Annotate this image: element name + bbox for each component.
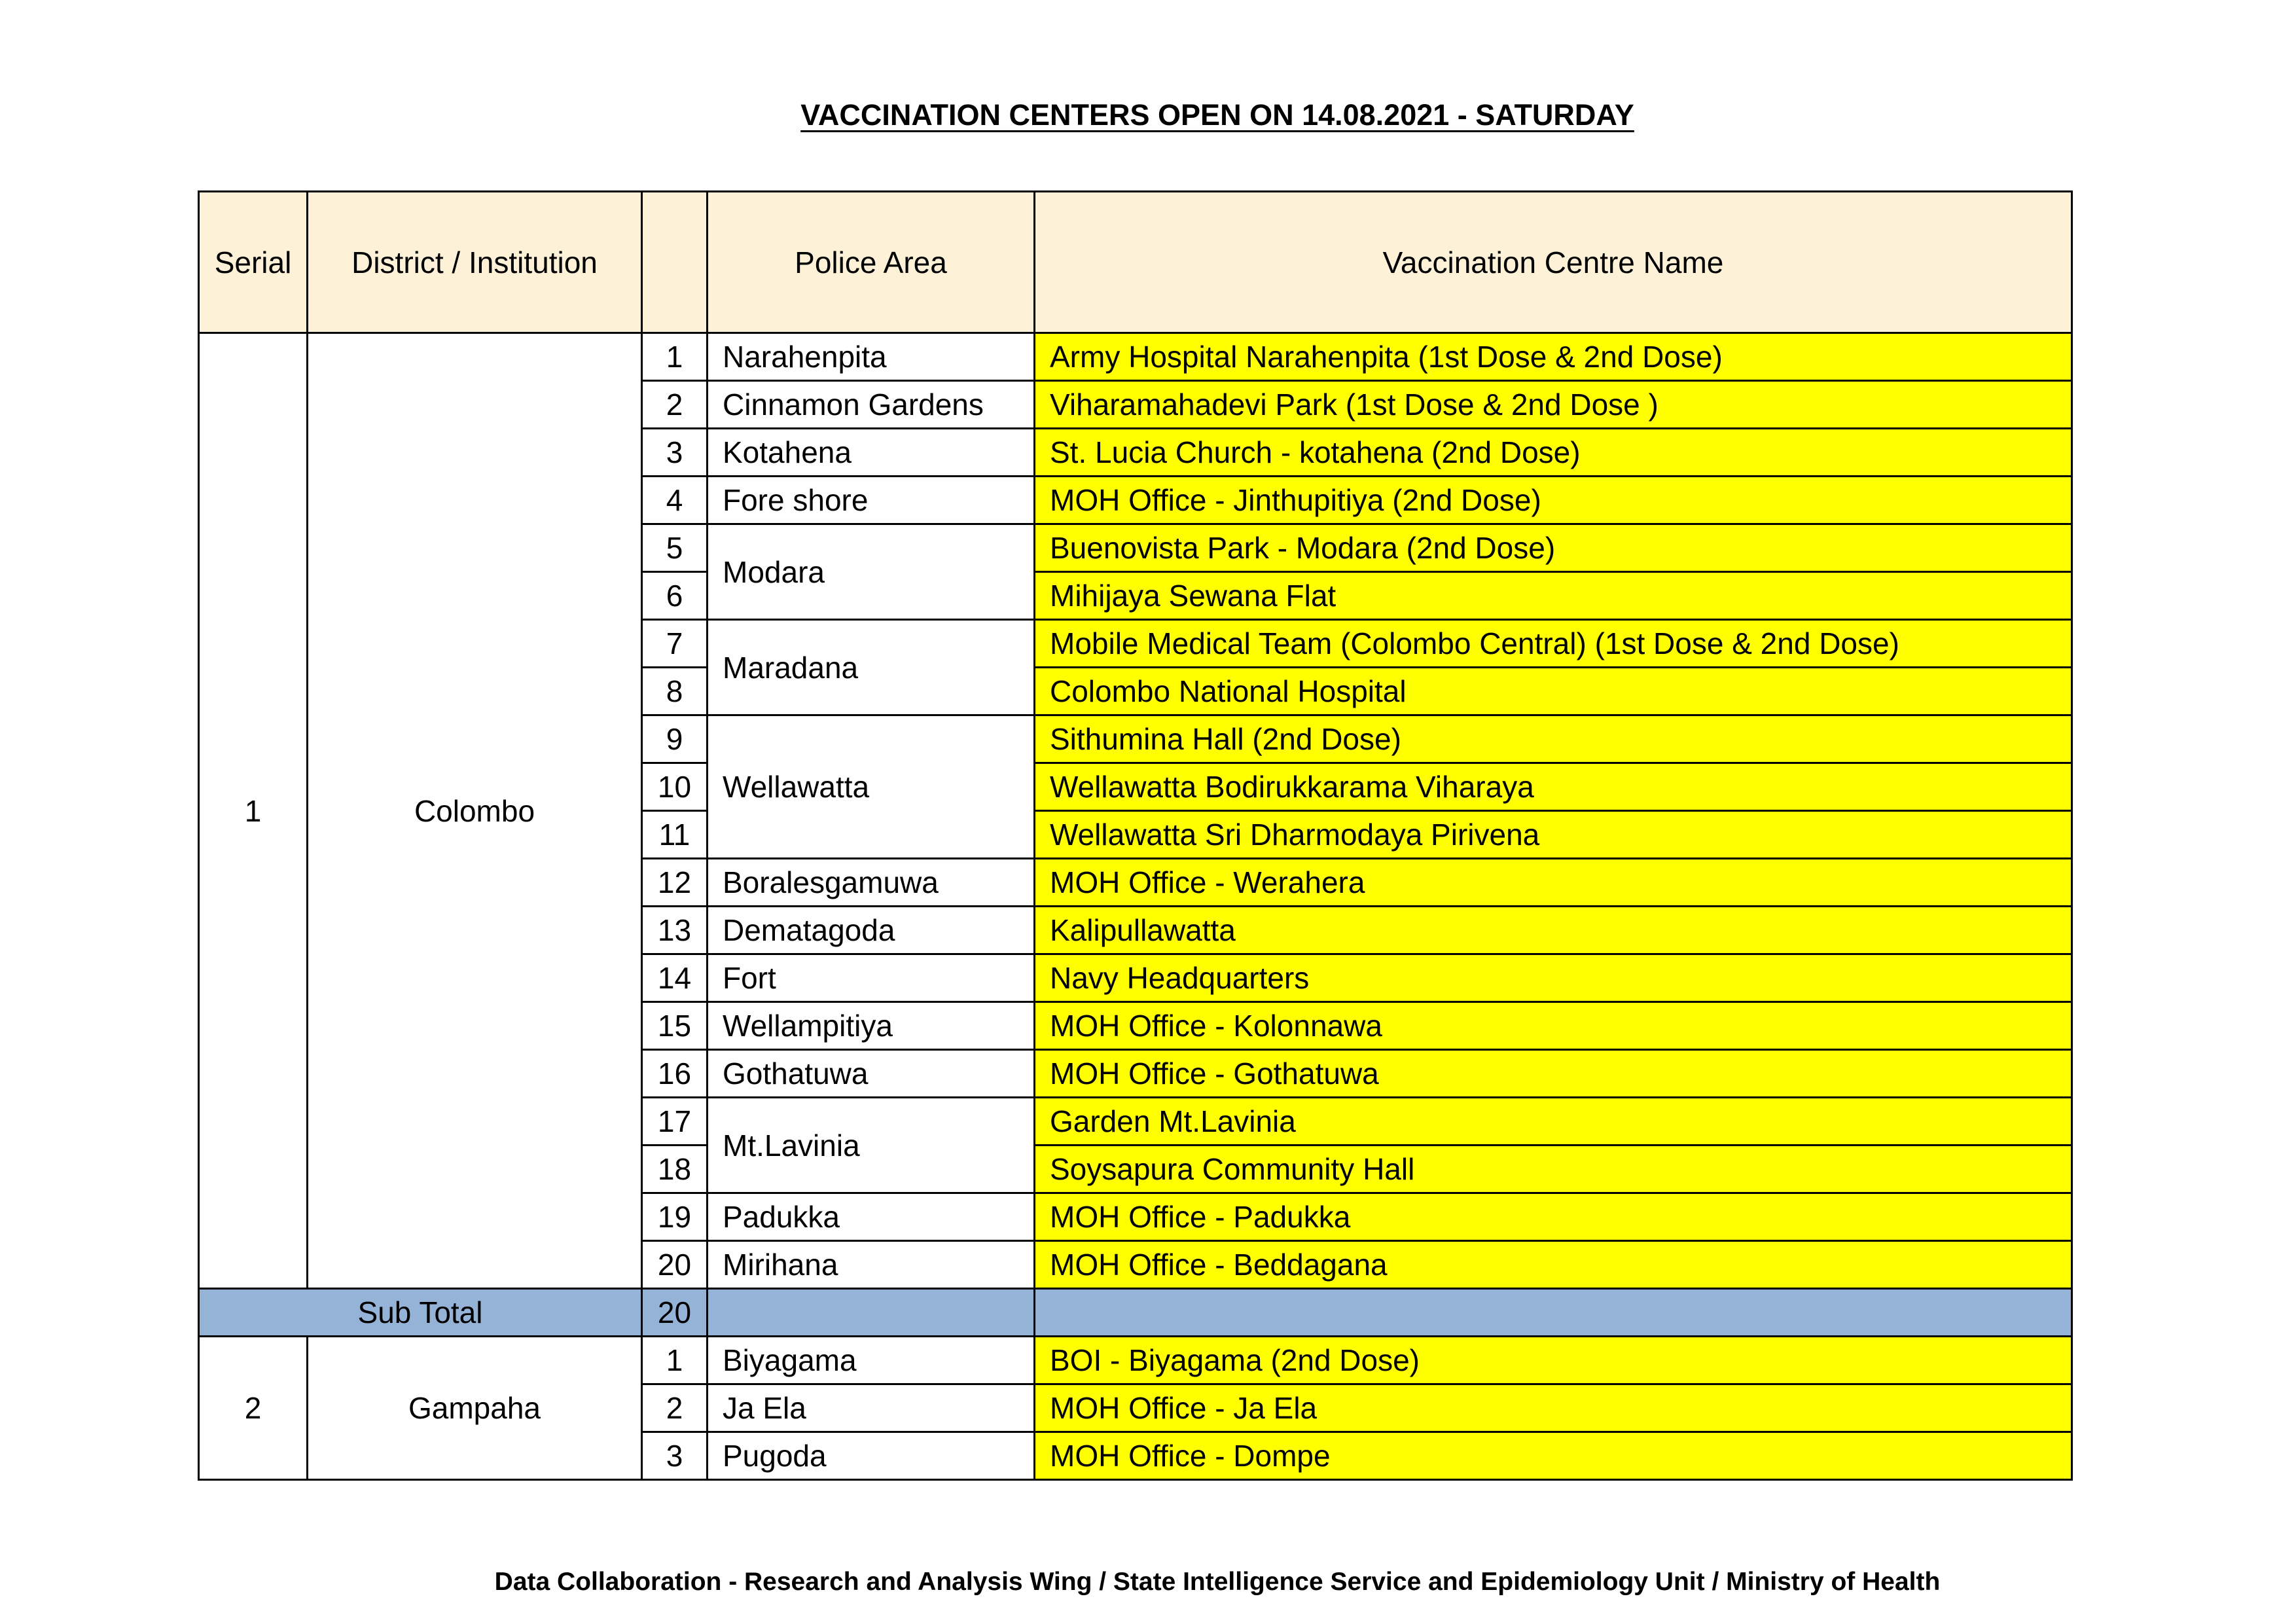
centre-name: MOH Office - Werahera bbox=[1035, 859, 2072, 907]
row-number: 4 bbox=[642, 477, 708, 524]
row-number: 7 bbox=[642, 620, 708, 668]
subtotal-label: Sub Total bbox=[199, 1289, 642, 1337]
row-number: 3 bbox=[642, 1432, 708, 1480]
district-serial: 2 bbox=[199, 1337, 308, 1480]
page-title: VACCINATION CENTERS OPEN ON 14.08.2021 - SATURDAY bbox=[800, 98, 1634, 132]
footer-note: Data Collaboration - Research and Analysis Wing / State Intelligence Service and Epidemiology Unit / Ministry of Health bbox=[494, 1568, 1941, 1596]
police-area: Gothatuwa bbox=[708, 1050, 1035, 1098]
row-number: 9 bbox=[642, 715, 708, 763]
row-number: 6 bbox=[642, 572, 708, 620]
header-number bbox=[642, 192, 708, 333]
row-number: 15 bbox=[642, 1002, 708, 1050]
police-area: Pugoda bbox=[708, 1432, 1035, 1480]
row-number: 11 bbox=[642, 811, 708, 859]
police-area: Wellawatta bbox=[708, 715, 1035, 859]
row-number: 1 bbox=[642, 1337, 708, 1384]
centre-name: Wellawatta Sri Dharmodaya Pirivena bbox=[1035, 811, 2072, 859]
centre-name: MOH Office - Gothatuwa bbox=[1035, 1050, 2072, 1098]
row-number: 8 bbox=[642, 668, 708, 715]
centre-name: Army Hospital Narahenpita (1st Dose & 2nd Dose) bbox=[1035, 333, 2072, 381]
row-number: 2 bbox=[642, 381, 708, 429]
centre-name: Kalipullawatta bbox=[1035, 907, 2072, 954]
row-number: 2 bbox=[642, 1384, 708, 1432]
centre-name: MOH Office - Ja Ela bbox=[1035, 1384, 2072, 1432]
header-serial: Serial bbox=[199, 192, 308, 333]
centre-name: Garden Mt.Lavinia bbox=[1035, 1098, 2072, 1146]
table-row bbox=[199, 1337, 2072, 1384]
district-name: Gampaha bbox=[308, 1337, 642, 1480]
subtotal-empty-police bbox=[708, 1289, 1035, 1337]
subtotal-value: 20 bbox=[642, 1289, 708, 1337]
header-centre-name: Vaccination Centre Name bbox=[1035, 192, 2072, 333]
vaccination-centres-table bbox=[198, 190, 2073, 1481]
subtotal-row bbox=[199, 1289, 2072, 1337]
row-number: 19 bbox=[642, 1193, 708, 1241]
police-area: Fort bbox=[708, 954, 1035, 1002]
centre-name: MOH Office - Kolonnawa bbox=[1035, 1002, 2072, 1050]
police-area: Mirihana bbox=[708, 1241, 1035, 1289]
district-name: Colombo bbox=[308, 333, 642, 1289]
centre-name: MOH Office - Padukka bbox=[1035, 1193, 2072, 1241]
subtotal-empty-centre bbox=[1035, 1289, 2072, 1337]
row-number: 12 bbox=[642, 859, 708, 907]
police-area: Boralesgamuwa bbox=[708, 859, 1035, 907]
header-district: District / Institution bbox=[308, 192, 642, 333]
centre-name: Soysapura Community Hall bbox=[1035, 1146, 2072, 1193]
centre-name: Mobile Medical Team (Colombo Central) (1st Dose & 2nd Dose) bbox=[1035, 620, 2072, 668]
centre-name: MOH Office - Jinthupitiya (2nd Dose) bbox=[1035, 477, 2072, 524]
police-area: Wellampitiya bbox=[708, 1002, 1035, 1050]
police-area: Mt.Lavinia bbox=[708, 1098, 1035, 1193]
centre-name: Sithumina Hall (2nd Dose) bbox=[1035, 715, 2072, 763]
centre-name: Buenovista Park - Modara (2nd Dose) bbox=[1035, 524, 2072, 572]
police-area: Fore shore bbox=[708, 477, 1035, 524]
row-number: 17 bbox=[642, 1098, 708, 1146]
police-area: Biyagama bbox=[708, 1337, 1035, 1384]
police-area: Dematagoda bbox=[708, 907, 1035, 954]
district-serial: 1 bbox=[199, 333, 308, 1289]
police-area: Ja Ela bbox=[708, 1384, 1035, 1432]
centre-name: MOH Office - Dompe bbox=[1035, 1432, 2072, 1480]
header-police-area: Police Area bbox=[708, 192, 1035, 333]
centre-name: Mihijaya Sewana Flat bbox=[1035, 572, 2072, 620]
row-number: 20 bbox=[642, 1241, 708, 1289]
police-area: Padukka bbox=[708, 1193, 1035, 1241]
row-number: 18 bbox=[642, 1146, 708, 1193]
centre-name: BOI - Biyagama (2nd Dose) bbox=[1035, 1337, 2072, 1384]
police-area: Kotahena bbox=[708, 429, 1035, 477]
police-area: Modara bbox=[708, 524, 1035, 620]
row-number: 10 bbox=[642, 763, 708, 811]
row-number: 3 bbox=[642, 429, 708, 477]
police-area: Cinnamon Gardens bbox=[708, 381, 1035, 429]
centre-name: Viharamahadevi Park (1st Dose & 2nd Dose ) bbox=[1035, 381, 2072, 429]
police-area: Narahenpita bbox=[708, 333, 1035, 381]
row-number: 1 bbox=[642, 333, 708, 381]
centre-name: Wellawatta Bodirukkarama Viharaya bbox=[1035, 763, 2072, 811]
centre-name: MOH Office - Beddagana bbox=[1035, 1241, 2072, 1289]
police-area: Maradana bbox=[708, 620, 1035, 715]
row-number: 16 bbox=[642, 1050, 708, 1098]
row-number: 5 bbox=[642, 524, 708, 572]
table-row bbox=[199, 333, 2072, 381]
centre-name: Navy Headquarters bbox=[1035, 954, 2072, 1002]
table-header-row bbox=[199, 192, 2072, 333]
centre-name: Colombo National Hospital bbox=[1035, 668, 2072, 715]
centre-name: St. Lucia Church - kotahena (2nd Dose) bbox=[1035, 429, 2072, 477]
row-number: 14 bbox=[642, 954, 708, 1002]
row-number: 13 bbox=[642, 907, 708, 954]
